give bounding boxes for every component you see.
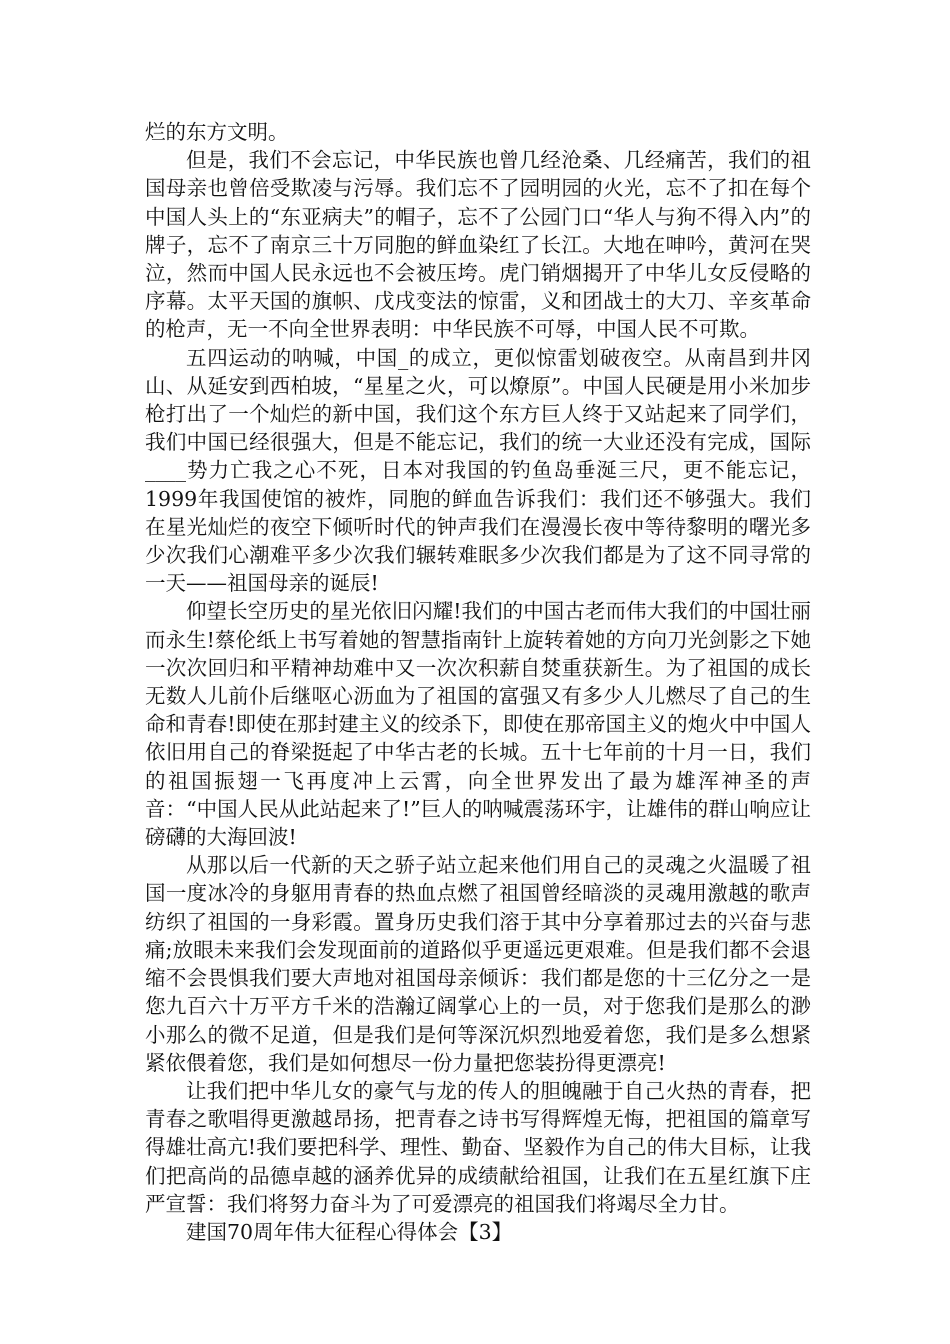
section-heading: 建国70周年伟大征程心得体会【3】: [186, 1219, 513, 1244]
paragraph-3: 五四运动的呐喊，中国_的成立，更似惊雷划破夜空。从南昌到井冈山、从延安到西柏坡，“星星之火，可以燎原”。中国人民硬是用小米加步枪打出了一个灿烂的新中国，我们这个东方巨人终于又站起来了同学们，我们中国已经很强大，但是不能忘记，我们的统一大业还没有完成，国际____势力亡我之心不死，日本对我国的钓鱼岛垂涎三尺，更不能忘记，1999年我国使馆的被炸，同胞的鲜血告诉我们：我们还不够强大。我们在星光灿烂的夜空下倾听时代的钟声我们在漫漫长夜中等待黎明的曙光多少次我们心潮难平多少次我们辗转难眠多少次我们都是为了这不同寻常的一天——祖国母亲的诞辰!: [145, 345, 811, 596]
paragraph-5: 从那以后一代新的天之骄子站立起来他们用自己的灵魂之火温暖了祖国一度冰冷的身躯用青春的热血点燃了祖国曾经暗淡的灵魂用激越的歌声纺织了祖国的一身彩霞。置身历史我们溶于其中分享着那过去的兴奋与悲痛;放眼未来我们会发现面前的道路似乎更遥远更艰难。但是我们都不会退缩不会畏惧我们要大声地对祖国母亲倾诉：我们都是您的十三亿分之一是您九百六十万平方千米的浩瀚辽阔掌心上的一员，对于您我们是那么的渺小那么的微不足道，但是我们是何等深沉炽烈地爱着您，我们是多么想紧紧依偎着您，我们是如何想尽一份力量把您装扮得更漂亮!: [145, 853, 811, 1075]
paragraph-4: 仰望长空历史的星光依旧闪耀!我们的中国古老而伟大我们的中国壮丽而永生!蔡伦纸上书写着她的智慧指南针上旋转着她的方向刀光剑影之下她一次次回归和平精神劫难中又一次次积薪自焚重获新生。为了祖国的成长无数人儿前仆后继呕心沥血为了祖国的富强又有多少人儿燃尽了自己的生命和青春!即使在那封建主义的绞杀下，即使在那帝国主义的炮火中中国人依旧用自己的脊梁挺起了中华古老的长城。五十七年前的十月一日，我们的祖国振翅一飞再度冲上云霄，向全世界发出了最为雄浑神圣的声音：“中国人民从此站起来了!”巨人的呐喊震荡环宇，让雄伟的群山响应让磅礴的大海回波!: [145, 599, 811, 850]
paragraph-2: 但是，我们不会忘记，中华民族也曾几经沧桑、几经痛苦，我们的祖国母亲也曾倍受欺凌与污辱。我们忘不了园明园的火光，忘不了扣在每个中国人头上的“东亚病夫”的帽子，忘不了公园门口“华人与狗不得入内”的牌子，忘不了南京三十万同胞的鲜血染红了长江。大地在呻吟，黄河在哭泣，然而中国人民永远也不会被压垮。虎门销烟揭开了中华儿女反侵略的序幕。太平天国的旗帜、戊戌变法的惊雷，义和团战士的大刀、辛亥革命的枪声，无一不向全世界表明：中华民族不可辱，中国人民不可欺。: [145, 148, 811, 342]
document-body: [145, 118, 811, 1246]
paragraph-continued: 烂的东方文明。: [145, 120, 289, 144]
paragraph-6: 让我们把中华儿女的豪气与龙的传人的胆魄融于自己火热的青春，把青春之歌唱得更激越昂扬，把青春之诗书写得辉煌无悔，把祖国的篇章写得雄壮高亢!我们要把科学、理性、勤奋、坚毅作为自己的伟大目标，让我们把高尚的品德卓越的涵养优异的成绩献给祖国，让我们在五星红旗下庄严宣誓：我们将努力奋斗为了可爱漂亮的祖国我们将竭尽全力甘。: [145, 1078, 811, 1216]
